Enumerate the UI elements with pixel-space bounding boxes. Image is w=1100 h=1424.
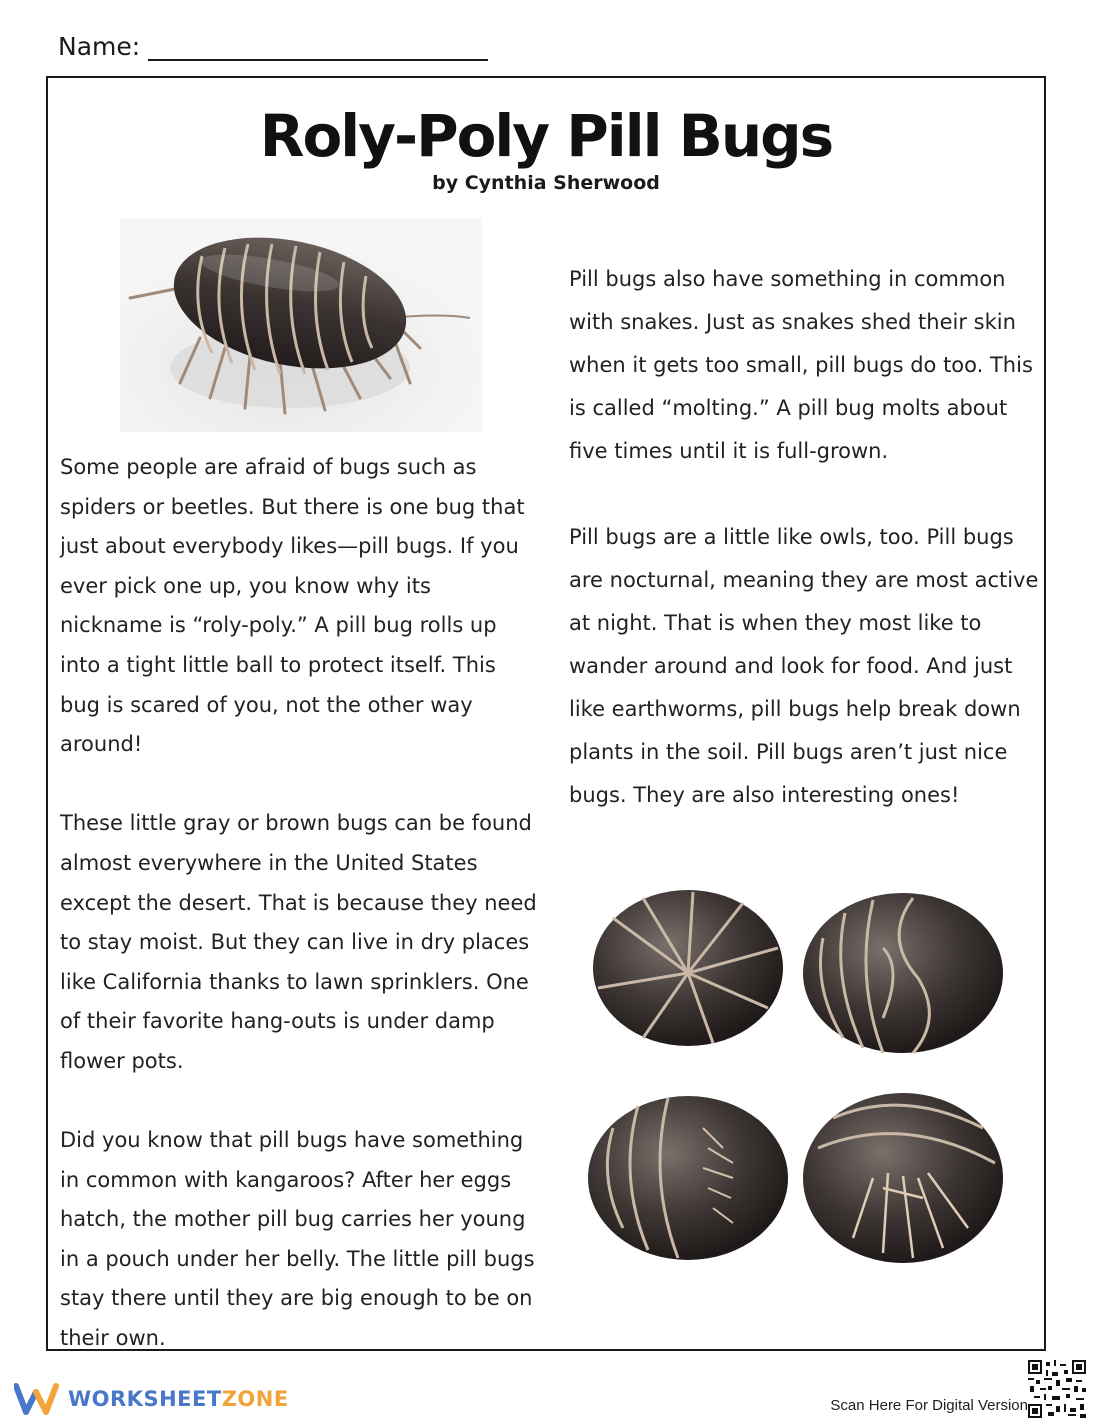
paragraph-kangaroos: Did you know that pill bugs have something in common with kangaroos? After her eggs hatch, the mother pill bug carries her young in a pouch under her belly. The little pill bugs stay there until they are big enough to be on their own. <box>60 1128 535 1351</box>
pill-bug-photo <box>120 218 482 432</box>
rolled-bug-2 <box>803 893 1003 1053</box>
rolled-bug-4 <box>803 1093 1003 1263</box>
worksheetzone-w-icon <box>14 1382 60 1416</box>
paragraph-nocturnal: Pill bugs are a little like owls, too. Pill bugs are nocturnal, meaning they are most active at night. That is when they most like to wander around and look for food. And just like earthworms, pill bugs help break down plants in the soil. Pill bugs aren’t just nice bugs. They are also interesting ones! <box>569 525 1039 807</box>
left-column <box>60 448 538 1398</box>
name-input-line[interactable] <box>148 35 488 61</box>
rolled-pill-bugs-photo <box>583 878 1013 1278</box>
paragraph-molting: Pill bugs also have something in common with snakes. Just as snakes shed their skin when it gets too small, pill bugs do too. This is called “molting.” A pill bug molts about five times until it is full-grown. <box>569 267 1033 463</box>
logo-wordmark: WORKSHEETZONE <box>68 1387 289 1411</box>
name-row <box>58 32 488 61</box>
author-byline: by Cynthia Sherwood <box>432 172 660 194</box>
rolled-bug-3 <box>588 1096 788 1260</box>
right-column <box>569 258 1047 860</box>
worksheet-frame <box>46 76 1046 1351</box>
qr-code-icon[interactable] <box>1028 1360 1086 1418</box>
worksheetzone-logo[interactable] <box>14 1382 289 1416</box>
paragraph-habitat: These little gray or brown bugs can be found almost everywhere in the United States except the desert. That is because they need to stay moist. But they can live in dry places like California thanks to lawn sprinklers. One of their favorite hang-outs is under damp flower pots. <box>60 811 537 1073</box>
page-title: Roly-Poly Pill Bugs <box>259 102 833 170</box>
paragraph-intro: Some people are afraid of bugs such as spiders or beetles. But there is one bug that just about everybody likes—pill bugs. If you ever pick one up, you know why its nickname is “roly-poly.” A pill bug rolls up into a tight little ball to protect itself. This bug is scared of you, not the other way around! <box>60 455 525 757</box>
scan-caption: Scan Here For Digital Version <box>830 1397 1028 1414</box>
rolled-bug-1 <box>593 890 783 1046</box>
name-label: Name: <box>58 32 141 61</box>
